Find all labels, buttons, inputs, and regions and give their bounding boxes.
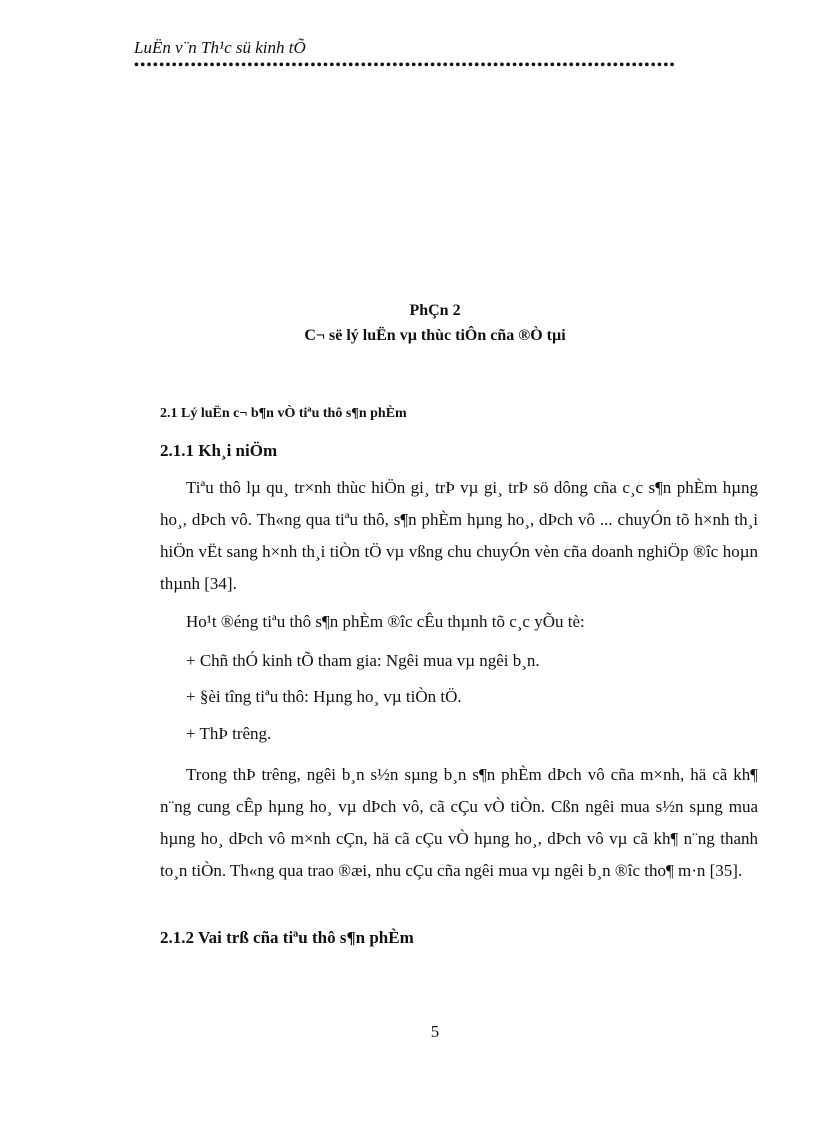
section-heading-2-1-2: 2.1.2 Vai trß cña tiªu thô s¶n phÈm xyxy=(160,928,414,947)
list-item-market: + ThÞ trêng. xyxy=(186,724,272,743)
header-dotted-rule: •••••••••••••••••••••••••••••••••••••••••••••••••••••••••••••••••••••••••••••••••••••• xyxy=(134,60,676,72)
section-heading-2-1-1: 2.1.1 Kh¸i niÖm xyxy=(160,441,278,460)
paragraph-components-intro: Ho¹t ®éng tiªu thô s¶n phÈm ®îc cÊu thµnh tõ c¸c yÕu tè: xyxy=(186,612,585,631)
page-number: 5 xyxy=(430,1022,440,1041)
part-label: PhÇn 2 xyxy=(409,302,461,319)
running-header: LuËn v¨n Th¹c sü kinh tÕ xyxy=(134,38,306,57)
paragraph-market: Trong thÞ trêng, ngêi b¸n s½n sµng b¸n s¶n phÈm dÞch vô cña m×nh, hä cã kh¶ n¨ng cung cÊp hµng ho¸ vµ dÞch vô, cã cÇu vÒ tiÒn. Cßn ngêi mua s½n sµng mua hµng ho¸ dÞch vô m×nh cÇn, hä cã cÇu vÒ hµng ho¸, dÞch vô vµ cã kh¶ n¨ng thanh to¸n tiÒn. Th«ng qua trao ®æi, nhu cÇu cña ngêi mua vµ ngêi b¸n ®îc tho¶ m·n [35]. xyxy=(160,765,758,880)
list-item-subjects: + Chñ thÓ kinh tÕ tham gia: Ngêi mua vµ ngêi b¸n. xyxy=(186,651,540,670)
section-heading-2-1: 2.1 Lý luËn c¬ b¶n vÒ tiªu thô s¶n phÈm xyxy=(160,406,407,421)
list-item-objects: + §èi tîng tiªu thô: Hµng ho¸ vµ tiÒn tÖ. xyxy=(186,687,462,706)
part-title: C¬ së lý luËn vµ thùc tiÔn cña ®Ò tµi xyxy=(304,327,566,344)
paragraph-definition: Tiªu thô lµ qu¸ tr×nh thùc hiÖn gi¸ trÞ vµ gi¸ trÞ sö dông cña c¸c s¶n phÈm hµng ho¸, dÞch vô. Th«ng qua tiªu thô, s¶n phÈm hµng ho¸, dÞch vô ... chuyÓn tõ h×nh th¸i hiÖn vËt sang h×nh th¸i tiÒn tÖ vµ vßng chu chuyÓn vèn cña doanh nghiÖp ®îc hoµn thµnh [34]. xyxy=(160,478,758,593)
